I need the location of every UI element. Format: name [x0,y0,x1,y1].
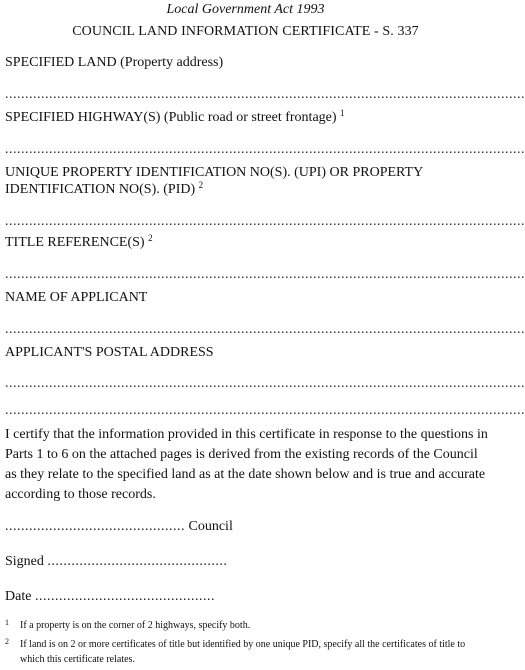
applicant-name-label: NAME OF APPLICANT [5,290,148,305]
certification-statement: I certify that the information provided in this certificate in response to the questions in Parts 1 to 6 on the attached pages is derived from the existing records of the Council as they relate to the specified land as at the date shown below and is true and accurate according to those records. [5,427,488,502]
postal-address-field-line-1[interactable]: .................................................................................................................................. [5,376,525,391]
council-field[interactable]: ............................................. [5,519,185,534]
date-label: Date [5,589,32,604]
footnote-1: 1 If a property is on the corner of 2 highways, specify both. [5,618,251,631]
footnote-ref-2: 2 [198,180,204,190]
council-label: Council [188,519,233,534]
signed-field[interactable]: ............................................. [47,554,228,569]
date-row [5,589,215,605]
upi-label: UNIQUE PROPERTY IDENTIFICATION NO(S). (UPI) OR PROPERTY IDENTIFICATION NO(S). (PID) $^2$ [5,165,424,197]
postal-address-field-line-2[interactable]: .................................................................................................................................. [5,403,525,418]
signed-row [5,554,227,570]
specified-land-label: SPECIFIED LAND (Property address) [5,55,224,70]
certificate-title: COUNCIL LAND INFORMATION CERTIFICATE - S. 337 [72,24,419,39]
council-row [5,519,233,535]
date-field[interactable]: ............................................. [34,589,215,604]
footnote-ref-1: 1 [340,108,345,118]
title-reference-label: TITLE REFERENCE(S) $^2$ [5,233,153,250]
specified-highway-field[interactable]: .................................................................................................................................. [5,142,525,157]
footnote-ref-2: 2 [148,233,153,243]
upi-field[interactable]: .................................................................................................................................. [5,214,525,229]
applicant-name-field[interactable]: .................................................................................................................................. [5,322,525,337]
specified-land-field[interactable]: .................................................................................................................................. [5,87,525,102]
signed-label: Signed [5,554,44,569]
specified-highway-label: SPECIFIED HIGHWAY(S) (Public road or street frontage) $^1$ [5,108,345,125]
postal-address-label: APPLICANT'S POSTAL ADDRESS [5,345,214,360]
act-heading: Local Government Act 1993 [166,2,325,17]
footnote-2: 2 If land is on 2 or more certificates of title but identified by one unique PID, specify all the certificates of title to which this certificate relates. [5,637,466,665]
title-reference-field[interactable]: .................................................................................................................................. [5,267,525,282]
